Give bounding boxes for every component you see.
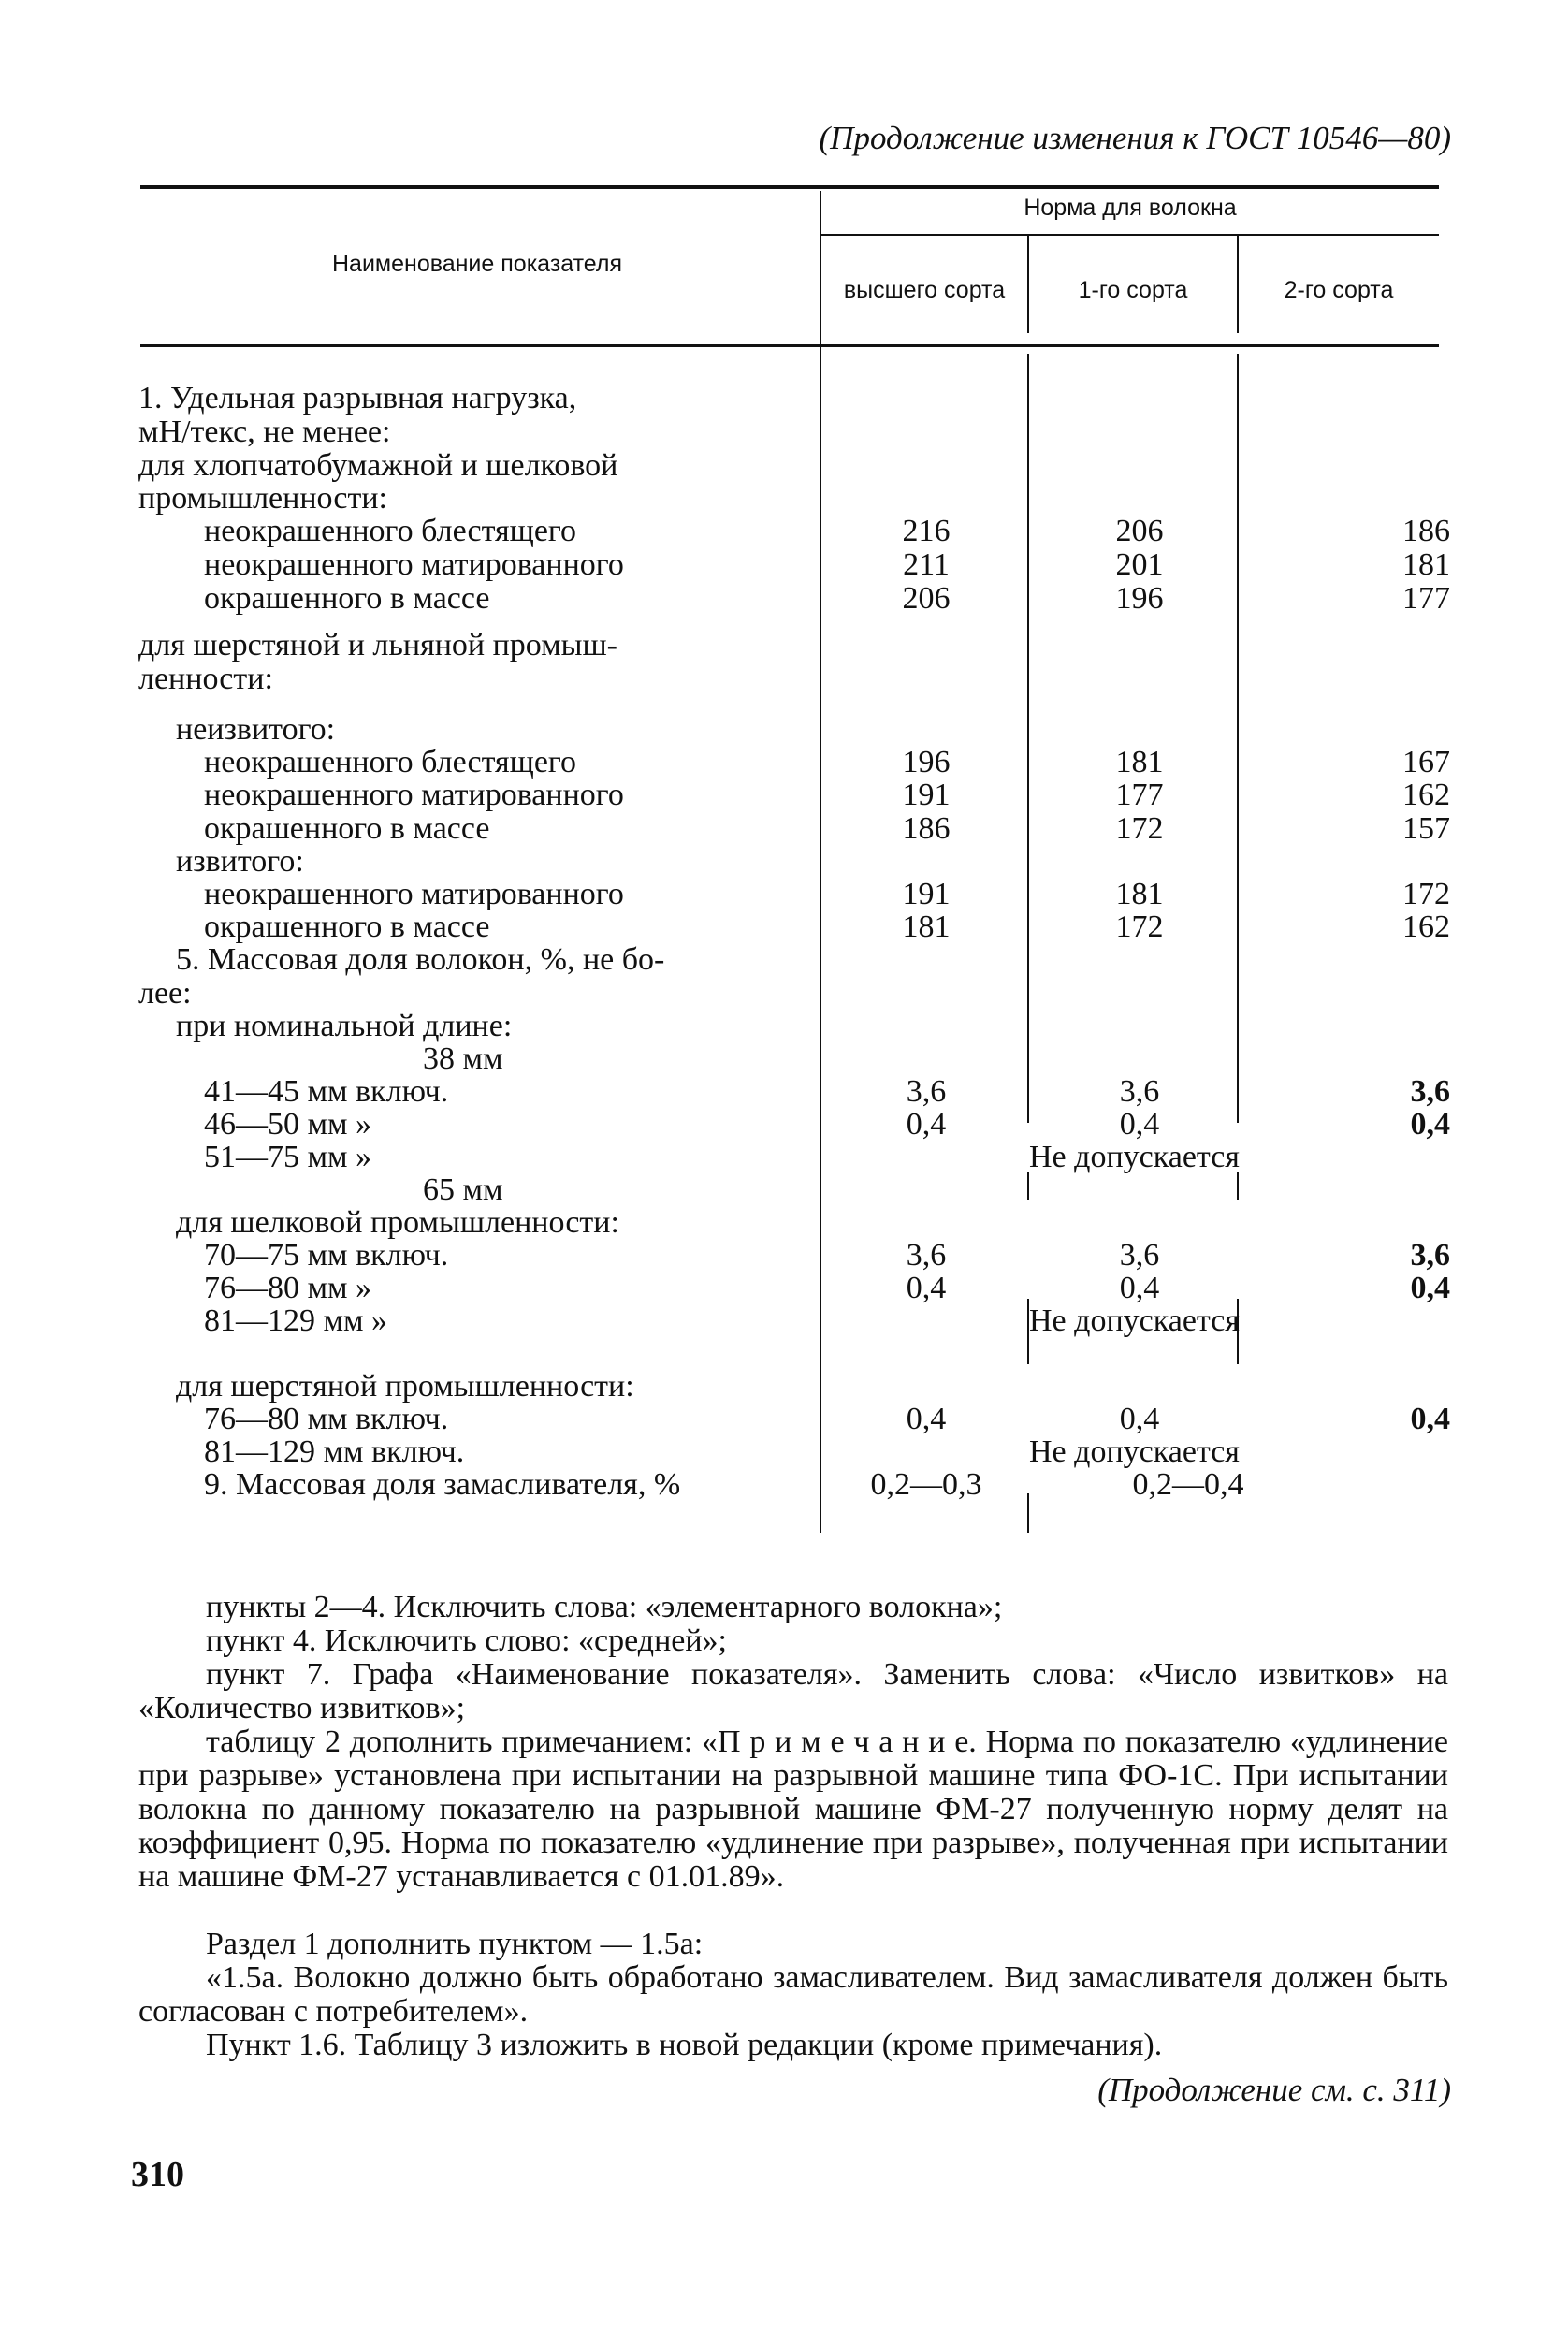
- cell-value: 211: [903, 547, 950, 582]
- cell-value: 186: [902, 811, 951, 846]
- cell-value: 181: [902, 910, 951, 944]
- cell-not-allowed: Не допускается: [1029, 1140, 1240, 1174]
- text-paragraph: Пункт 1.6. Таблицу 3 изложить в новой редакции (кроме примечания).: [206, 2028, 1163, 2062]
- table-top-rule: [140, 185, 1439, 189]
- cell-value: 3,6: [1410, 1238, 1450, 1273]
- cell-value: 172: [1115, 910, 1164, 944]
- col-header-name: Наименование показателя: [332, 251, 622, 277]
- cell-value: 0,4: [1119, 1402, 1160, 1436]
- cell-value: 0,2—0,4: [1132, 1467, 1244, 1502]
- cell-value: 162: [1402, 910, 1450, 944]
- table-header-group-rule: [821, 234, 1439, 236]
- text-paragraph: Раздел 1 дополнить пунктом — 1.5а:: [206, 1927, 704, 1961]
- cell-value: 0,4: [1119, 1271, 1160, 1305]
- cell-value: 206: [902, 581, 951, 616]
- cell-value: 0,4: [906, 1271, 947, 1305]
- cell-value: 216: [902, 514, 951, 548]
- col-header-grade-2: 2-го сорта: [1284, 277, 1394, 303]
- row-name: 81—129 мм »: [204, 1303, 388, 1338]
- row-name: 51—75 мм »: [204, 1140, 372, 1174]
- row-name: неокрашенного матированного: [204, 877, 624, 911]
- cell-value: 181: [1115, 745, 1164, 779]
- col-header-grade-1: 1-го сорта: [1078, 277, 1188, 303]
- row-name: 5. Массовая доля волокон, %, не бо-: [176, 942, 665, 977]
- cell-value: 177: [1402, 581, 1450, 616]
- cell-value: 172: [1402, 877, 1450, 911]
- cell-value: 181: [1115, 877, 1164, 911]
- text-paragraph: пункт 7. Графа «Наименование показателя». Заменить слова: «Число извитков» на «Количество извитков»;: [138, 1657, 1448, 1725]
- cell-value: 196: [1115, 581, 1164, 616]
- cell-value: 172: [1115, 811, 1164, 846]
- cell-value: 3,6: [1410, 1074, 1450, 1109]
- cell-value: 191: [902, 877, 951, 911]
- text-paragraph: «1.5а. Волокно должно быть обработано замасливателем. Вид замасливателя должен быть согласован с потребителем».: [138, 1960, 1448, 2029]
- running-footer: (Продолжение см. с. 311): [1097, 2072, 1451, 2108]
- row-name: неизвитого:: [176, 712, 336, 747]
- col-header-grade-top: высшего сорта: [843, 277, 1006, 303]
- cell-not-allowed: Не допускается: [1029, 1434, 1240, 1469]
- row-name: 65 мм: [423, 1172, 503, 1207]
- row-name: окрашенного в массе: [204, 581, 490, 616]
- cell-value: 201: [1115, 547, 1164, 582]
- row-name: 70—75 мм включ.: [204, 1238, 449, 1273]
- table-header-bottom-rule: [140, 344, 1439, 347]
- cell-not-allowed: Не допускается: [1029, 1303, 1240, 1338]
- cell-value: 157: [1402, 811, 1450, 846]
- cell-value: 0,4: [906, 1402, 947, 1436]
- row-name: ленности:: [138, 662, 273, 696]
- cell-value: 162: [1402, 778, 1450, 812]
- text-paragraph: таблицу 2 дополнить примечанием: «П р и м е ч а н и е. Норма по показателю «удлинение при разрыве» установлена при испытании на разрывной машине типа ФО-1С. При испытании волокна по данному показателю на разрывной машине ФМ-27 полученную норму делят на коэффициент 0,95. Норма по показателю «удлинение при разрыве», полученная при испытании на машине ФМ-27 устанавливается с 01.01.89».: [138, 1725, 1448, 1894]
- row-name: неокрашенного матированного: [204, 547, 624, 582]
- table-vline-col1-a: [1027, 354, 1029, 1123]
- row-name: неокрашенного матированного: [204, 778, 624, 812]
- row-name: 38 мм: [423, 1041, 503, 1076]
- table-vline-col1-d: [1027, 1493, 1029, 1533]
- cell-value: 0,4: [1410, 1402, 1450, 1436]
- cell-value: 3,6: [906, 1074, 947, 1109]
- table-vline-col2-a: [1237, 354, 1239, 1123]
- cell-value: 0,4: [1119, 1107, 1160, 1142]
- page-number: 310: [131, 2155, 184, 2194]
- row-name: 46—50 мм »: [204, 1107, 372, 1142]
- cell-value: 177: [1115, 778, 1164, 812]
- cell-value: 186: [1402, 514, 1450, 548]
- col-header-group: Норма для волокна: [1024, 195, 1237, 221]
- cell-value: 196: [902, 745, 951, 779]
- cell-value: 0,4: [1410, 1271, 1450, 1305]
- row-name: 76—80 мм включ.: [204, 1402, 449, 1436]
- row-name: мН/текс, не менее:: [138, 415, 391, 449]
- cell-value: 0,2—0,3: [870, 1467, 982, 1502]
- text-paragraph: пункты 2—4. Исключить слова: «элементарного волокна»;: [206, 1590, 1003, 1624]
- cell-value: 206: [1115, 514, 1164, 548]
- row-name: лее:: [138, 976, 192, 1011]
- row-name: 81—129 мм включ.: [204, 1434, 465, 1469]
- cell-value: 0,4: [1410, 1107, 1450, 1142]
- cell-value: 3,6: [1119, 1074, 1160, 1109]
- cell-value: 3,6: [906, 1238, 947, 1273]
- row-name: неокрашенного блестящего: [204, 745, 577, 779]
- cell-value: 3,6: [1119, 1238, 1160, 1273]
- row-name: 9. Массовая доля замасливателя, %: [204, 1467, 681, 1502]
- cell-value: 0,4: [906, 1107, 947, 1142]
- row-name: промышленности:: [138, 481, 387, 516]
- row-name: при номинальной длине:: [176, 1009, 513, 1043]
- running-header: (Продолжение изменения к ГОСТ 10546—80): [819, 120, 1451, 156]
- table-vline-col2-b: [1237, 1172, 1239, 1200]
- row-name: окрашенного в массе: [204, 811, 490, 846]
- row-name: извитого:: [176, 844, 304, 879]
- row-name: для шелковой промышленности:: [176, 1205, 619, 1240]
- row-name: неокрашенного блестящего: [204, 514, 577, 548]
- row-name: 41—45 мм включ.: [204, 1074, 449, 1109]
- row-name: 76—80 мм »: [204, 1271, 372, 1305]
- row-name: для шерстяной и льняной промыш-: [138, 628, 618, 662]
- row-name: окрашенного в массе: [204, 910, 490, 944]
- row-name: для шерстяной промышленности:: [176, 1369, 634, 1404]
- cell-value: 191: [902, 778, 951, 812]
- text-paragraph: пункт 4. Исключить слово: «средней»;: [206, 1623, 727, 1658]
- row-name: для хлопчатобумажной и шелковой: [138, 448, 618, 483]
- row-name: 1. Удельная разрывная нагрузка,: [138, 381, 577, 415]
- cell-value: 167: [1402, 745, 1450, 779]
- cell-value: 181: [1402, 547, 1450, 582]
